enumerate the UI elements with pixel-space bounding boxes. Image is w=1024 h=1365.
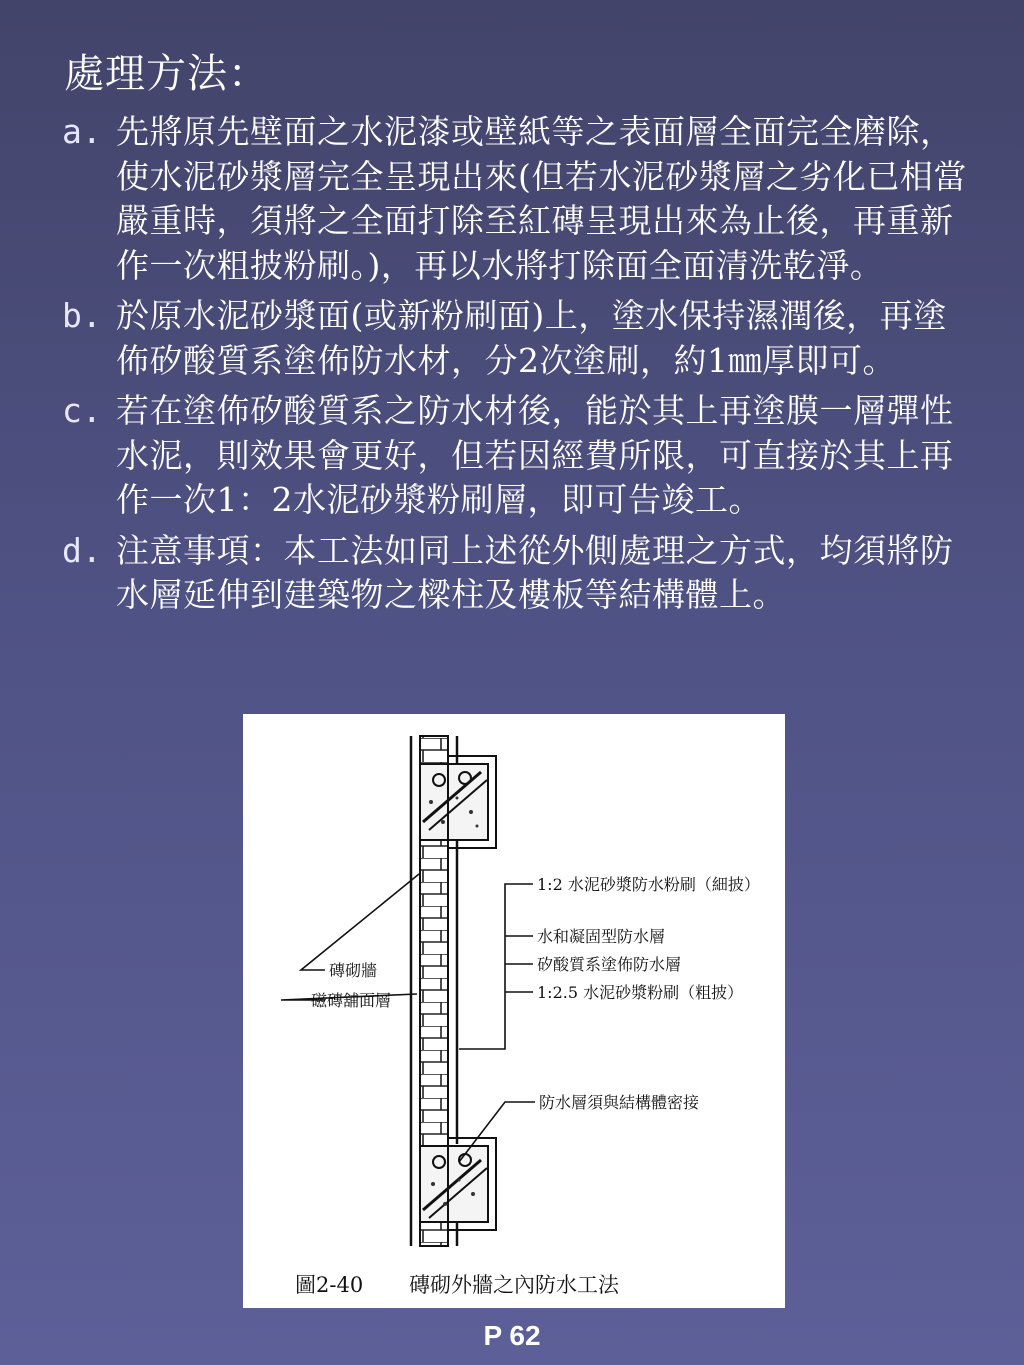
list-item-text: 先將原先壁面之水泥漆或壁紙等之表面層全面完全磨除，使水泥砂漿層完全呈現出來(但若水泥砂漿層之劣化已相當嚴重時，須將之全面打除至紅磚呈現出來為止後，再重新作一次粗披粉刷。)，再以水將打除面全面清洗乾淨。 bbox=[116, 112, 967, 285]
list-item-text: 若在塗佈矽酸質系之防水材後，能於其上再塗膜一層彈性水泥，則效果會更好，但若因經費所限，可直接於其上再作一次1：2水泥砂漿粉刷層，即可告竣工。 bbox=[116, 391, 954, 519]
figure-caption-number: 圖2-40 bbox=[295, 1273, 364, 1297]
upper-beam bbox=[420, 756, 496, 848]
list-marker: c. bbox=[62, 391, 102, 430]
label-hydration-layer: 水和凝固型防水層 bbox=[537, 927, 666, 946]
label-rough-plaster: 1:2.5 水泥砂漿粉刷（粗披） bbox=[537, 983, 744, 1002]
label-tile-layer: 磁磚舖面層 bbox=[311, 991, 392, 1010]
label-silicate-layer: 矽酸質系塗佈防水層 bbox=[537, 955, 682, 974]
list-item bbox=[62, 389, 972, 523]
label-fine-plaster: 1:2 水泥砂漿防水粉刷（細披） bbox=[537, 875, 760, 894]
wall-section-figure bbox=[243, 714, 785, 1308]
page-number: P 62 bbox=[483, 1320, 541, 1351]
list-item bbox=[62, 529, 972, 618]
label-structure-bond: 防水層須與結構體密接 bbox=[539, 1093, 700, 1112]
method-list bbox=[62, 110, 972, 624]
list-marker: a. bbox=[62, 112, 102, 151]
label-brick-wall: 磚砌牆 bbox=[329, 961, 378, 980]
lower-beam bbox=[420, 1138, 496, 1230]
list-marker: b. bbox=[62, 296, 102, 335]
list-item-text: 於原水泥砂漿面(或新粉刷面)上，塗水保持濕潤後，再塗佈矽酸質系塗佈防水材，分2次塗刷，約1㎜厚即可。 bbox=[116, 296, 947, 380]
figure-caption-title: 磚砌外牆之內防水工法 bbox=[409, 1273, 619, 1297]
list-item bbox=[62, 110, 972, 288]
leader-lines bbox=[281, 874, 535, 1162]
wall-section-diagram bbox=[243, 714, 785, 1308]
list-marker: d. bbox=[62, 530, 102, 570]
slide-title: 處理方法： bbox=[64, 51, 269, 97]
list-item-text: 注意事項：本工法如同上述從外側處理之方式，均須將防水層延伸到建築物之樑柱及樓板等結構體上。 bbox=[116, 530, 954, 614]
list-item bbox=[62, 294, 972, 383]
